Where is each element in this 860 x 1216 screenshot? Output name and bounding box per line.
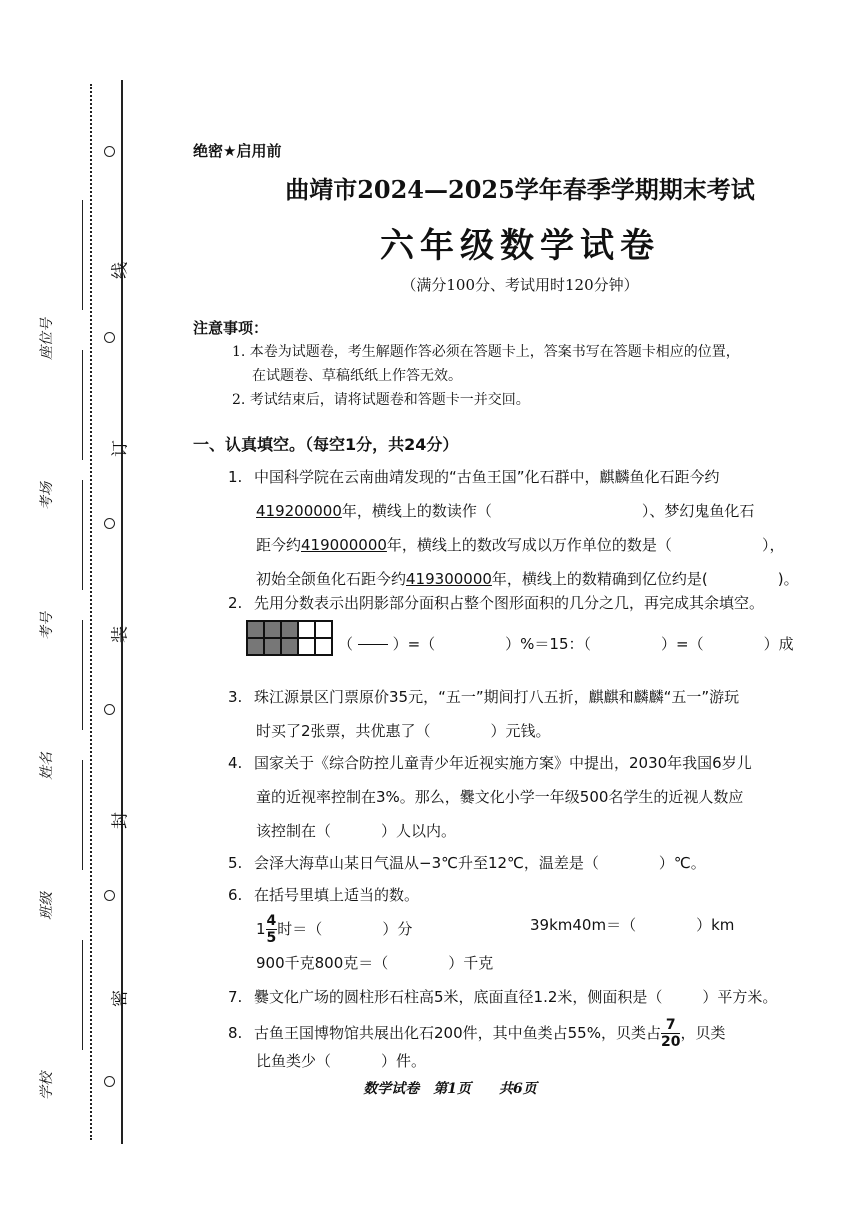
q6-text: 在括号里填上适当的数。 xyxy=(254,886,420,904)
q8-text: ）件。 xyxy=(381,1052,427,1070)
q6-text: ）km xyxy=(696,916,735,934)
binding-char-ding: 订 xyxy=(110,440,131,457)
question-7 xyxy=(228,980,828,1014)
grid-cell-empty xyxy=(298,638,315,655)
q5-text: ）℃。 xyxy=(658,854,706,872)
question-3 xyxy=(228,680,808,714)
q1-text: 距今约 xyxy=(256,536,302,554)
school-label: 学校 xyxy=(39,1072,55,1100)
q1-number-1: 419200000 xyxy=(256,502,342,520)
q6-text: ）千克 xyxy=(448,954,494,972)
q1-text: ）、梦幻鬼鱼化石 xyxy=(641,502,755,520)
page-footer: 数学试卷 第1页 共6页 xyxy=(363,1081,537,1097)
exam-subtitle: （满分100分、考试用时120分钟） xyxy=(401,276,639,294)
binding-hole xyxy=(104,146,115,157)
question-number: 6. xyxy=(228,886,243,904)
shaded-grid-figure xyxy=(246,620,333,656)
q1-number-2: 419000000 xyxy=(301,536,387,554)
q6-text: ）分 xyxy=(382,920,413,938)
mixed-number-whole: 1 xyxy=(256,920,266,938)
question-6 xyxy=(228,878,808,912)
q2-eq-part: （ xyxy=(338,635,354,653)
note-item-2: 2. 考试结束后，请将试题卷和答题卡一并交回。 xyxy=(232,392,530,408)
exam-name: 六年级数学试卷 xyxy=(380,226,660,266)
q3-line-1: 珠江源景区门票原价35元，“五一”期间打八五折，麒麒和麟麟“五一”游玩 xyxy=(254,688,740,706)
question-number: 7. xyxy=(228,988,243,1006)
q4-text: ）人以内。 xyxy=(381,822,457,840)
note-item-1-line-1: 1. 本卷为试题卷，考生解题作答必须在答题卡上，答案书写在答题卡相应的位置， xyxy=(232,344,740,360)
note-item-1-line-2: 在试题卷、草稿纸纸上作答无效。 xyxy=(252,368,462,384)
q4-line-3 xyxy=(256,814,816,848)
q1-line-3 xyxy=(256,528,816,562)
q7-text: ）平方米。 xyxy=(702,988,778,1006)
binding-hole xyxy=(104,890,115,901)
q2-equation xyxy=(338,627,818,661)
q4-line-1: 国家关于《综合防控儿童青少年近视实施方案》中提出，2030年我国6岁儿 xyxy=(254,754,752,772)
q5-text: 会泽大海草山某日气温从−3℃升至12℃，温差是（ xyxy=(254,854,599,872)
q6-item-3 xyxy=(256,946,816,980)
binding-solid-line xyxy=(121,80,123,1144)
q2-eq-part: ）%＝15：（ xyxy=(505,635,591,653)
mixed-number-fraction xyxy=(266,913,278,946)
question-4 xyxy=(228,746,808,780)
notes-heading: 注意事项： xyxy=(193,319,269,337)
name-label: 姓名 xyxy=(39,752,55,780)
seat-number-field[interactable] xyxy=(39,200,98,360)
question-1 xyxy=(228,460,808,494)
q1-text: )。 xyxy=(777,570,799,588)
binding-hole xyxy=(104,704,115,715)
field-underline xyxy=(82,480,83,590)
q8-text: 古鱼王国博物馆共展出化石200件，其中鱼类占55%，贝类占 xyxy=(254,1024,661,1042)
exam-room-label: 考场 xyxy=(39,482,55,510)
field-underline xyxy=(82,620,83,730)
q7-text: 爨文化广场的圆柱形石柱高5米，底面直径1.2米，侧面积是（ xyxy=(254,988,663,1006)
grid-cell-shaded xyxy=(281,638,298,655)
q6-text: 900千克800克＝（ xyxy=(256,954,389,972)
grid-cell-shaded xyxy=(264,638,281,655)
q1-line-2 xyxy=(256,494,816,528)
question-5 xyxy=(228,846,808,880)
binding-hole xyxy=(104,1076,115,1087)
q1-text: ）， xyxy=(761,536,785,554)
binding-char-xian: 线 xyxy=(110,262,131,279)
q8-line-2 xyxy=(256,1044,816,1078)
question-number: 1. xyxy=(228,468,243,486)
q6-text: 39km40m＝（ xyxy=(530,916,637,934)
binding-char-mi: 密 xyxy=(110,990,131,1007)
fraction-blank[interactable] xyxy=(358,628,388,661)
q1-text: 年，横线上的数读作（ xyxy=(341,502,492,520)
question-number: 2. xyxy=(228,594,243,612)
school-field[interactable] xyxy=(39,940,98,1100)
q8-text: ，贝类 xyxy=(680,1024,726,1042)
fraction-numerator: 7 xyxy=(661,1017,680,1034)
binding-char-zhuang: 装 xyxy=(110,626,131,643)
question-number: 4. xyxy=(228,754,243,772)
grid-cell-empty xyxy=(315,621,332,638)
question-2 xyxy=(228,586,808,620)
exam-title: 曲靖市2024—2025学年春季学期期末考试 xyxy=(285,175,755,204)
q1-text: 年，横线上的数改写成以万作单位的数是（ xyxy=(386,536,672,554)
binding-hole xyxy=(104,332,115,343)
q1-number-3: 419300000 xyxy=(406,570,492,588)
fraction-numerator: 4 xyxy=(266,913,277,929)
field-underline xyxy=(82,940,83,1050)
q1-text: 初始全颌鱼化石距今约 xyxy=(256,570,407,588)
q3-text: 时买了2张票，共优惠了（ xyxy=(256,722,431,740)
q1-line-1: 中国科学院在云南曲靖发现的“古鱼王国”化石群中，麒麟鱼化石距今约 xyxy=(254,468,720,486)
q6-item-2 xyxy=(530,908,810,942)
field-underline xyxy=(82,760,83,870)
question-number: 3. xyxy=(228,688,243,706)
q4-text: 该控制在（ xyxy=(256,822,332,840)
q2-eq-part: ）=（ xyxy=(392,635,436,653)
seat-number-label: 座位号 xyxy=(39,318,55,360)
q3-line-2 xyxy=(256,714,816,748)
grid-cell-empty xyxy=(298,621,315,638)
exam-id-label: 考号 xyxy=(39,612,55,640)
question-number: 5. xyxy=(228,854,243,872)
q1-text: 年，横线上的数精确到亿位约是( xyxy=(491,570,708,588)
q2-eq-part: ）成 xyxy=(763,635,794,653)
binding-hole xyxy=(104,518,115,529)
q8-text: 比鱼类少（ xyxy=(256,1052,332,1070)
class-label: 班级 xyxy=(39,892,55,920)
grid-cell-shaded xyxy=(247,638,264,655)
question-number: 8. xyxy=(228,1024,243,1042)
fraction-denominator: 5 xyxy=(266,930,277,946)
grid-cell-empty xyxy=(315,638,332,655)
binding-char-feng: 封 xyxy=(110,812,131,829)
section-heading: 一、认真填空。（每空1分，共24分） xyxy=(193,435,459,454)
q6-text: 时＝（ xyxy=(277,920,323,938)
confidential-mark: 绝密★启用前 xyxy=(193,142,282,160)
field-underline xyxy=(82,350,83,460)
grid-cell-shaded xyxy=(247,621,264,638)
fraction-denominator: 20 xyxy=(660,1034,681,1050)
q4-line-2: 童的近视率控制在3%。那么，爨文化小学一年级500名学生的近视人数应 xyxy=(256,788,744,806)
q2-eq-part: ）=（ xyxy=(661,635,704,653)
field-underline xyxy=(82,200,83,310)
grid-cell-shaded xyxy=(264,621,281,638)
q3-text: ）元钱。 xyxy=(490,722,551,740)
grid-cell-shaded xyxy=(281,621,298,638)
q2-text: 先用分数表示出阴影部分面积占整个图形面积的几分之几，再完成其余填空。 xyxy=(254,594,765,612)
